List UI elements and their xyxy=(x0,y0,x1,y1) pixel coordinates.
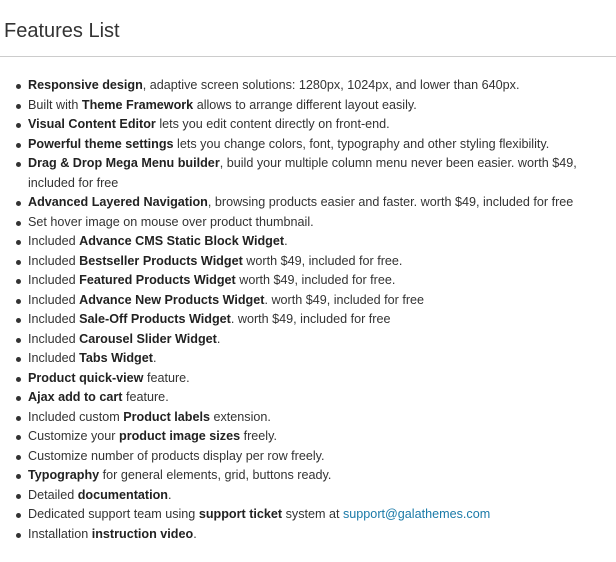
feature-text: Included custom xyxy=(28,409,124,424)
feature-item xyxy=(0,252,616,272)
bullet-icon xyxy=(16,279,21,284)
feature-highlight: support ticket xyxy=(198,507,283,521)
bullet-icon xyxy=(16,533,21,538)
feature-text: Customize your xyxy=(28,429,119,443)
feature-text: Installation xyxy=(28,526,92,541)
feature-highlight: Theme Framework xyxy=(81,97,194,112)
page-title: Features List xyxy=(4,20,120,42)
feature-text: . xyxy=(284,234,288,248)
bullet-icon xyxy=(16,201,21,206)
feature-highlight: Responsive design xyxy=(28,78,143,92)
bullet-icon xyxy=(16,435,21,440)
bullet-icon xyxy=(16,377,21,382)
feature-item xyxy=(0,154,616,193)
feature-highlight: product image sizes xyxy=(119,429,241,443)
feature-item xyxy=(0,447,616,467)
bullet-icon xyxy=(16,260,21,265)
feature-highlight: Visual Content Editor xyxy=(28,117,156,131)
feature-highlight: Typography xyxy=(28,468,100,482)
feature-text: system at xyxy=(282,507,343,521)
feature-item xyxy=(0,466,616,486)
feature-text: Dedicated support team using xyxy=(28,507,199,521)
bullet-icon xyxy=(16,494,21,499)
bullet-icon xyxy=(16,84,21,89)
feature-text: . xyxy=(193,526,197,541)
feature-highlight: Product labels xyxy=(123,409,210,424)
feature-item xyxy=(0,232,616,252)
feature-text: . worth $49, included for free xyxy=(264,292,425,307)
feature-item xyxy=(0,291,616,311)
bullet-icon xyxy=(16,143,21,148)
feature-highlight: Advanced Layered Navigation xyxy=(28,195,208,209)
feature-text: allows to arrange different layout easily. xyxy=(193,97,417,112)
bullet-icon xyxy=(16,513,21,518)
bullet-icon xyxy=(16,299,21,304)
feature-text: feature. xyxy=(122,390,169,404)
feature-highlight: Powerful theme settings xyxy=(28,136,174,151)
feature-text: lets you change colors, font, typography and other styling flexibility. xyxy=(173,136,550,151)
feature-text: feature. xyxy=(143,370,190,385)
bullet-icon xyxy=(16,474,21,479)
feature-text: Included xyxy=(28,351,80,365)
feature-highlight: Featured Products Widget xyxy=(79,273,236,287)
feature-text: . worth $49, included for free xyxy=(230,312,391,326)
bullet-icon xyxy=(16,416,21,421)
feature-text: freely. xyxy=(240,429,277,443)
bullet-icon xyxy=(16,240,21,245)
bullet-icon xyxy=(16,123,21,128)
feature-text: worth $49, included for free. xyxy=(235,273,396,287)
feature-item xyxy=(0,427,616,447)
feature-highlight: Sale-Off Products Widget xyxy=(79,312,231,326)
feature-text: . xyxy=(167,487,172,502)
feature-item xyxy=(0,115,616,135)
feature-text: . xyxy=(152,351,157,365)
feature-item xyxy=(0,271,616,291)
feature-item xyxy=(0,135,616,155)
feature-text: Built with xyxy=(28,97,82,112)
feature-highlight: Product quick-view xyxy=(28,370,144,385)
support-email-link[interactable]: support@galathemes.com xyxy=(343,507,491,521)
feature-text: Included xyxy=(28,253,80,268)
feature-highlight: Carousel Slider Widget xyxy=(79,331,217,346)
feature-text: lets you edit content directly on front-end. xyxy=(155,117,390,131)
feature-highlight: documentation xyxy=(77,487,168,502)
bullet-icon xyxy=(16,221,21,226)
feature-highlight: instruction video xyxy=(91,526,194,541)
feature-item xyxy=(0,330,616,350)
feature-text: worth $49, included for free. xyxy=(242,253,403,268)
feature-item xyxy=(0,213,616,233)
feature-item xyxy=(0,525,616,545)
feature-item xyxy=(0,408,616,428)
feature-item xyxy=(0,193,616,213)
feature-text: Included xyxy=(28,312,80,326)
bullet-icon xyxy=(16,357,21,362)
feature-item xyxy=(0,96,616,116)
feature-highlight: Bestseller Products Widget xyxy=(79,253,243,268)
feature-text: , build your multiple column menu never been easier. worth $49, included for free xyxy=(28,156,577,190)
feature-item xyxy=(0,369,616,389)
bullet-icon xyxy=(16,104,21,109)
feature-item xyxy=(0,349,616,369)
feature-text: , browsing products easier and faster. worth $49, included for free xyxy=(207,195,574,209)
feature-highlight: Advance CMS Static Block Widget xyxy=(79,234,285,248)
feature-text: for general elements, grid, buttons ready. xyxy=(99,468,332,482)
feature-text: Included xyxy=(28,292,80,307)
feature-text: Detailed xyxy=(28,487,78,502)
feature-item xyxy=(0,388,616,408)
bullet-icon xyxy=(16,338,21,343)
feature-highlight: Tabs Widget xyxy=(79,351,153,365)
feature-text: Customize number of products display per row freely. xyxy=(28,448,325,463)
feature-text: . xyxy=(216,331,221,346)
feature-text: extension. xyxy=(210,409,271,424)
feature-text: Included xyxy=(28,331,80,346)
features-list xyxy=(0,76,616,544)
feature-item xyxy=(0,505,616,525)
bullet-icon xyxy=(16,162,21,167)
feature-item xyxy=(0,76,616,96)
feature-highlight: Ajax add to cart xyxy=(28,390,123,404)
feature-highlight: Advance New Products Widget xyxy=(79,292,265,307)
feature-text: Included xyxy=(28,234,80,248)
feature-text: , adaptive screen solutions: 1280px, 1024px, and lower than 640px. xyxy=(142,78,520,92)
bullet-icon xyxy=(16,396,21,401)
bullet-icon xyxy=(16,318,21,323)
title-divider xyxy=(0,56,616,57)
feature-item xyxy=(0,310,616,330)
feature-item xyxy=(0,486,616,506)
feature-text: Included xyxy=(28,273,80,287)
feature-text: Set hover image on mouse over product thumbnail. xyxy=(28,214,314,229)
feature-highlight: Drag & Drop Mega Menu builder xyxy=(28,156,220,170)
bullet-icon xyxy=(16,455,21,460)
